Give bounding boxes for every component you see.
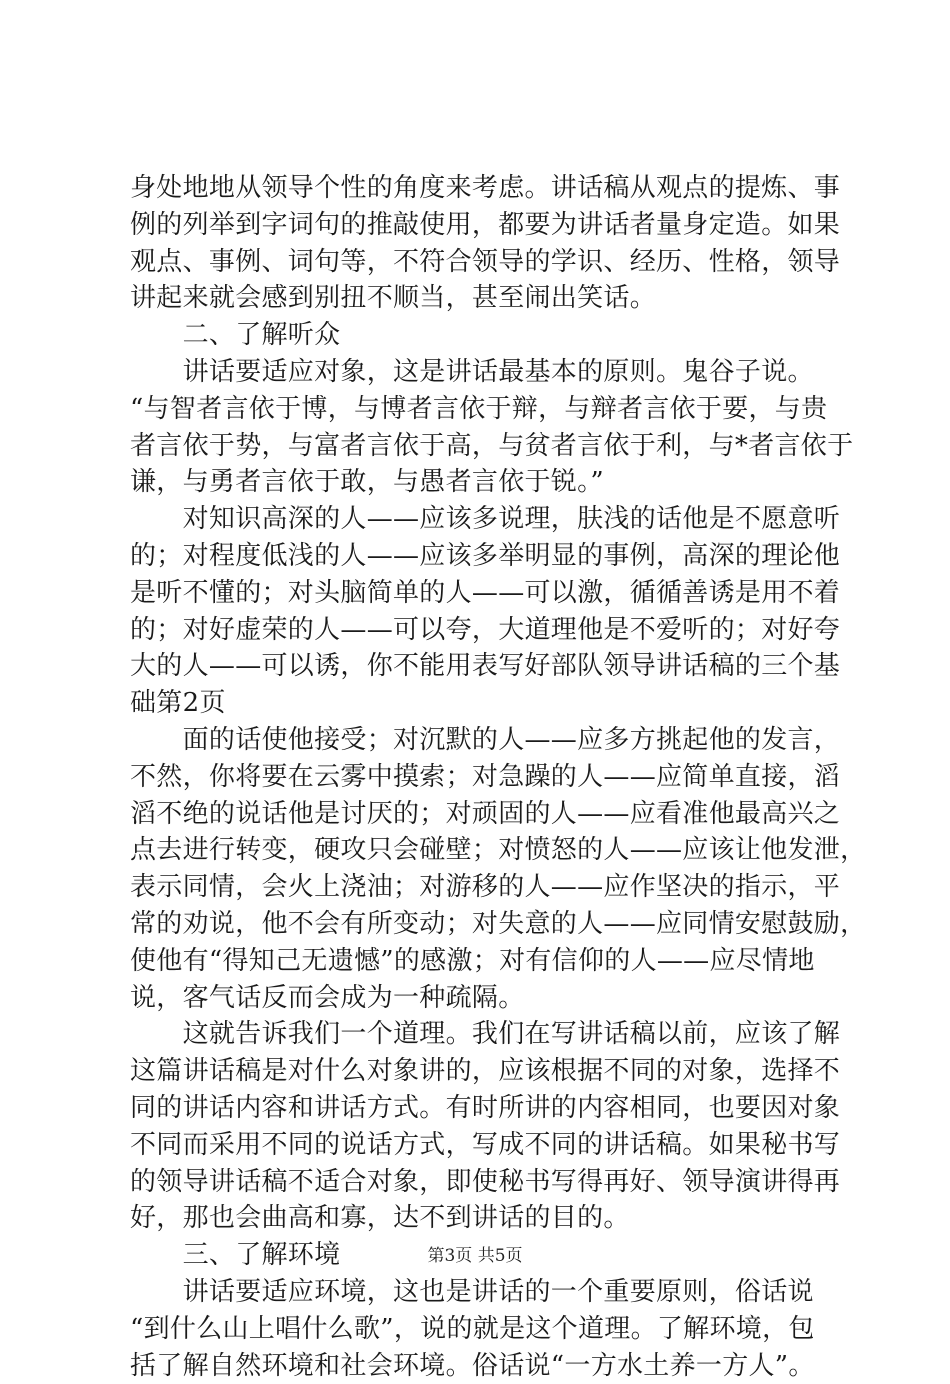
text-line: 表示同情，会火上浇油；对游移的人——应作坚决的指示，平 <box>130 869 836 906</box>
text-line: 不同而采用不同的说话方式，写成不同的讲话稿。如果秘书写 <box>130 1127 836 1164</box>
text-line: “与智者言依于博，与博者言依于辩，与辩者言依于要，与贵 <box>130 391 836 428</box>
text-line: 者言依于势，与富者言依于高，与贫者言依于利，与*者言依于 <box>130 428 836 465</box>
text-line: 同的讲话内容和讲话方式。有时所讲的内容相同，也要因对象 <box>130 1090 836 1127</box>
text-line: 好，那也会曲高和寡，达不到讲话的目的。 <box>130 1200 836 1237</box>
text-line: 是听不懂的；对头脑简单的人——可以激，循循善诱是用不着 <box>130 575 836 612</box>
text-line: 讲起来就会感到别扭不顺当，甚至闹出笑话。 <box>130 280 836 317</box>
text-line: 使他有“得知己无遗憾”的感激；对有信仰的人——应尽情地 <box>130 943 836 980</box>
text-line: 讲话要适应环境，这也是讲话的一个重要原则，俗话说 <box>130 1274 836 1311</box>
text-line: 大的人——可以诱，你不能用表写好部队领导讲话稿的三个基 <box>130 648 836 685</box>
text-line: 说，客气话反而会成为一种疏隔。 <box>130 980 836 1017</box>
text-line: 滔不绝的说话他是讨厌的；对顽固的人——应看准他最高兴之 <box>130 796 836 833</box>
text-line: 二、了解听众 <box>130 317 836 354</box>
text-line: 括了解自然环境和社会环境。俗话说“一方水土养一方人”。 <box>130 1348 836 1384</box>
text-line: 的领导讲话稿不适合对象，即使秘书写得再好、领导演讲得再 <box>130 1164 836 1201</box>
page-footer: 第3页 共5页 <box>0 1244 950 1268</box>
text-line: 点去进行转变，硬攻只会碰壁；对愤怒的人——应该让他发泄， <box>130 832 836 869</box>
text-line: 的；对好虚荣的人——可以夸，大道理他是不爱听的；对好夸 <box>130 612 836 649</box>
body-text <box>130 170 836 1384</box>
text-line: 常的劝说，他不会有所变动；对失意的人——应同情安慰鼓励， <box>130 906 836 943</box>
text-line: 例的列举到字词句的推敲使用，都要为讲话者量身定造。如果 <box>130 207 836 244</box>
text-line: 对知识高深的人——应该多说理，肤浅的话他是不愿意听 <box>130 501 836 538</box>
text-line: “到什么山上唱什么歌”，说的就是这个道理。了解环境，包 <box>130 1311 836 1348</box>
text-line: 谦，与勇者言依于敢，与愚者言依于锐。” <box>130 464 836 501</box>
text-line: 这就告诉我们一个道理。我们在写讲话稿以前，应该了解 <box>130 1016 836 1053</box>
text-line: 面的话使他接受；对沉默的人——应多方挑起他的发言， <box>130 722 836 759</box>
text-line: 这篇讲话稿是对什么对象讲的，应该根据不同的对象，选择不 <box>130 1053 836 1090</box>
text-line: 观点、事例、词句等，不符合领导的学识、经历、性格，领导 <box>130 244 836 281</box>
text-line: 础第2页 <box>130 685 836 722</box>
text-line: 身处地地从领导个性的角度来考虑。讲话稿从观点的提炼、事 <box>130 170 836 207</box>
text-line: 的；对程度低浅的人——应该多举明显的事例，高深的理论他 <box>130 538 836 575</box>
text-line: 讲话要适应对象，这是讲话最基本的原则。鬼谷子说。 <box>130 354 836 391</box>
text-line: 三、了解环境 <box>130 1237 836 1274</box>
text-line: 不然，你将要在云雾中摸索；对急躁的人——应简单直接，滔 <box>130 759 836 796</box>
